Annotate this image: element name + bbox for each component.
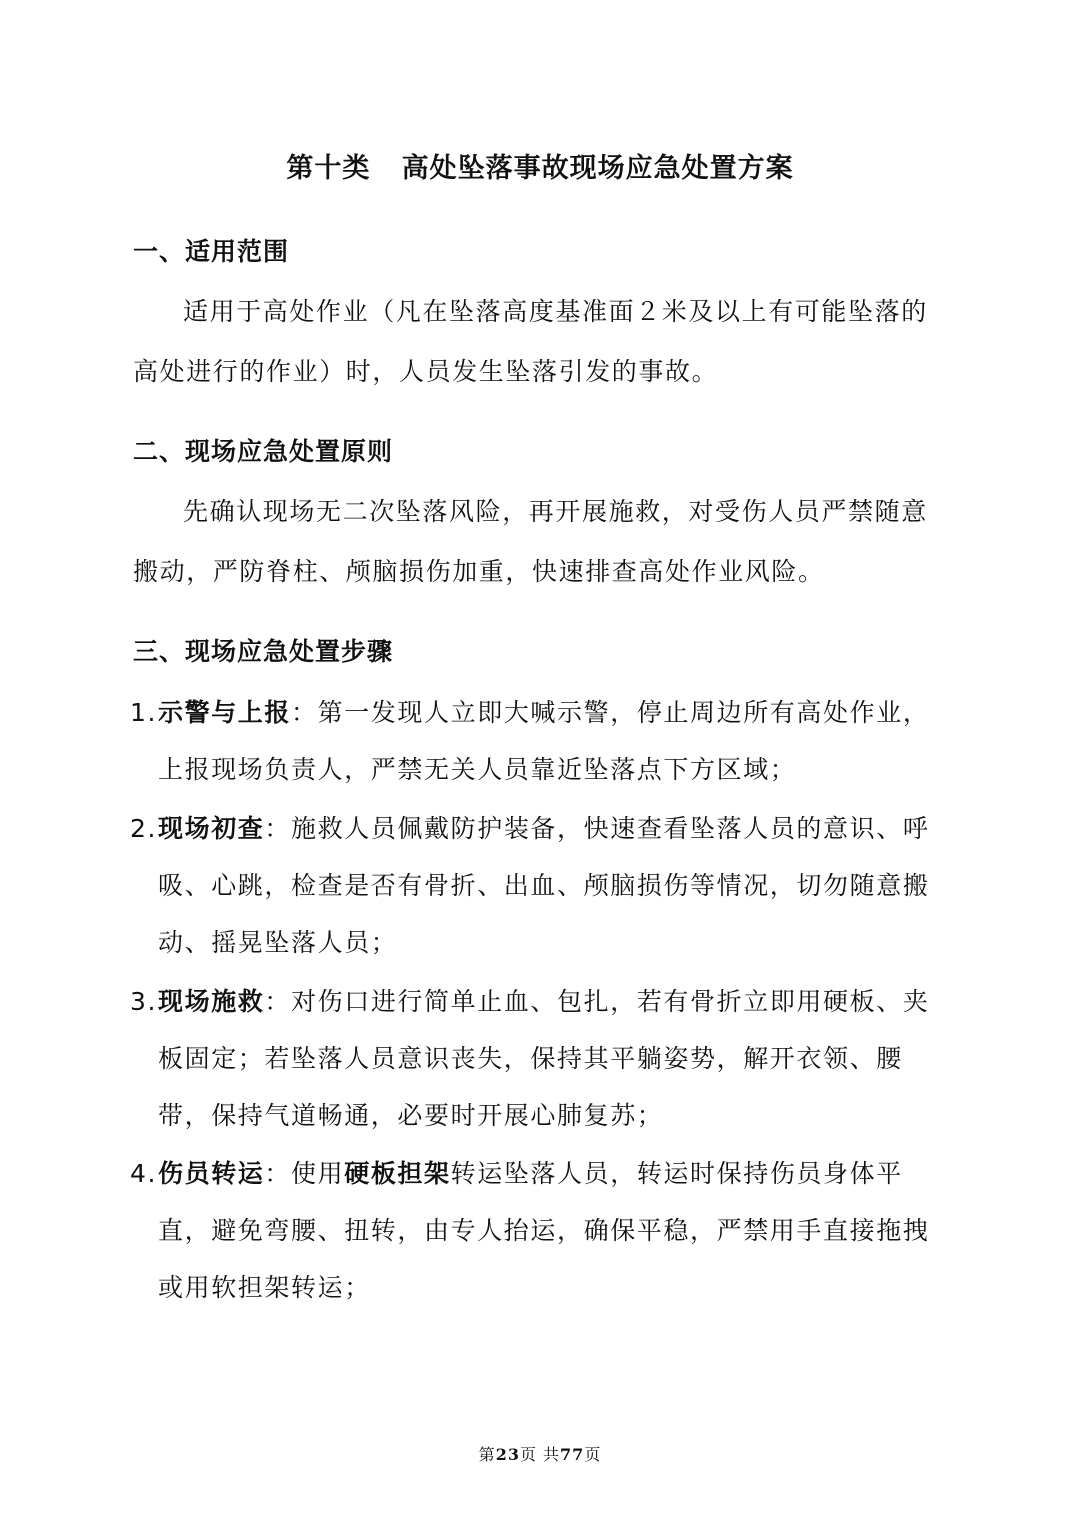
page-footer — [0, 1442, 1080, 1465]
step-number: 1. — [130, 698, 158, 727]
current-page-number: 23 — [495, 1445, 520, 1464]
section-text-principles: 先确认现场无二次坠落风险，再开展施救，对受伤人员严禁随意搬动，严防脊柱、颅脑损伤加重，快速排查高处作业风险。 — [133, 497, 928, 586]
step-text-before: 使用 — [291, 1159, 345, 1188]
step-item — [130, 800, 952, 971]
step-label: 现场初查 — [158, 814, 265, 843]
document-title: 第十类 高处坠落事故现场应急处置方案 — [286, 153, 794, 184]
section-heading-steps: 三、现场应急处置步骤 — [133, 637, 394, 666]
step-text: 施救人员佩戴防护装备，快速查看坠落人员的意识、呼吸、心跳，检查是否有骨折、出血、颅脑损伤等情况，切勿随意搬动、摇晃坠落人员； — [158, 814, 930, 957]
step-item — [130, 684, 952, 798]
step-number: 4. — [130, 1159, 158, 1188]
step-separator: ： — [291, 698, 318, 727]
footer-prefix: 第 — [478, 1445, 496, 1464]
footer-suffix: 页 — [584, 1445, 602, 1464]
step-separator: ： — [264, 814, 292, 843]
step-item — [130, 973, 952, 1144]
step-label: 现场施救 — [158, 987, 265, 1016]
footer-middle: 页 共 — [519, 1445, 561, 1464]
step-number: 3. — [130, 987, 158, 1016]
step-item — [130, 1145, 952, 1316]
step-text: 第一发现人立即大喊示警，停止周边所有高处作业，上报现场负责人，严禁无关人员靠近坠落点下方区域； — [158, 698, 930, 784]
step-text: 对伤口进行简单止血、包扎，若有骨折立即用硬板、夹板固定；若坠落人员意识丧失，保持其平躺姿势，解开衣领、腰带，保持气道畅通，必要时开展心肺复苏； — [158, 987, 930, 1130]
section-heading-principles: 二、现场应急处置原则 — [133, 437, 394, 466]
step-text-after: 转运坠落人员，转运时保持伤员身体平直，避免弯腰、扭转，由专人抬运，确保平稳，严禁用手直接拖拽或用软担架转运； — [158, 1159, 930, 1302]
step-separator: ： — [264, 987, 292, 1016]
section-heading-scope: 一、适用范围 — [133, 237, 290, 266]
total-pages-number: 77 — [560, 1445, 585, 1464]
section-text-scope: 适用于高处作业（凡在坠落高度基准面２米及以上有可能坠落的高处进行的作业）时，人员发生坠落引发的事故。 — [133, 297, 928, 386]
step-text-emphasis: 硬板担架 — [344, 1159, 451, 1188]
step-separator: ： — [264, 1159, 292, 1188]
step-label: 伤员转运 — [158, 1159, 265, 1188]
step-number: 2. — [130, 814, 158, 843]
step-label: 示警与上报 — [158, 698, 292, 727]
